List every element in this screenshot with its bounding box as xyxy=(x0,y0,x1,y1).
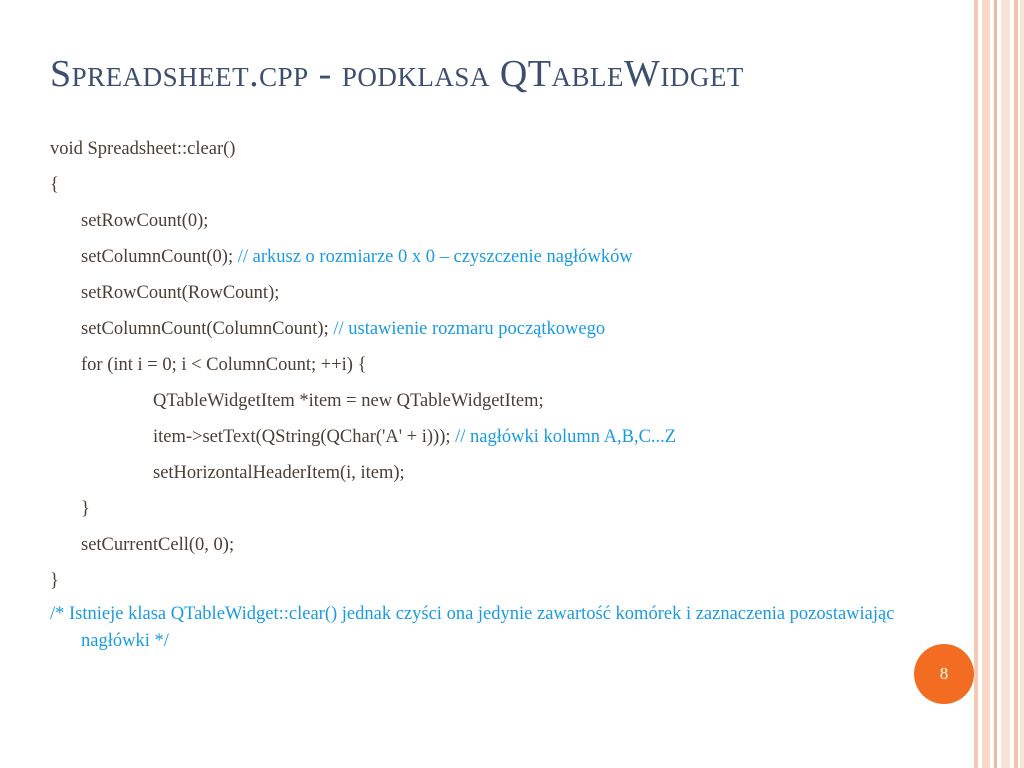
code-line: setRowCount(RowCount); xyxy=(81,283,280,303)
stripe xyxy=(1020,0,1024,768)
code-block xyxy=(50,131,910,655)
stripe xyxy=(1014,0,1018,768)
code-comment: // ustawienie rozmaru początkowego xyxy=(333,319,606,339)
stripe xyxy=(974,0,978,768)
decorative-stripes xyxy=(974,0,1024,768)
stripe xyxy=(1001,0,1010,768)
code-line xyxy=(50,419,910,455)
code-text: setColumnCount(ColumnCount); xyxy=(81,319,334,339)
code-line: QTableWidgetItem *item = new QTableWidgetItem; xyxy=(153,391,544,411)
code-text: setColumnCount(0); xyxy=(81,247,238,267)
code-line: void Spreadsheet::clear() xyxy=(50,139,236,159)
code-line: } xyxy=(81,499,90,519)
code-line: } xyxy=(50,571,59,591)
page-number-badge xyxy=(914,644,974,704)
code-line xyxy=(50,311,910,347)
code-text: item->setText(QString(QChar('A' + i))); xyxy=(153,427,456,447)
code-line: setRowCount(0); xyxy=(81,211,209,231)
slide-title: Spreadsheet.cpp - podklasa QTableWidget xyxy=(50,53,744,95)
code-line: { xyxy=(50,175,59,195)
code-comment: // arkusz o rozmiarze 0 x 0 – czyszczenie nagłówków xyxy=(237,247,633,267)
footnote-comment: /* Istnieje klasa QTableWidget::clear() jednak czyści ona jedynie zawartość komórek i zaznaczenia pozostawiając nagłówki */ xyxy=(50,604,895,651)
page-number: 8 xyxy=(939,664,949,683)
stripe xyxy=(982,0,990,768)
code-line: setCurrentCell(0, 0); xyxy=(81,535,235,555)
code-line: setHorizontalHeaderItem(i, item); xyxy=(153,463,405,483)
stripe xyxy=(994,0,997,768)
code-line: for (int i = 0; i < ColumnCount; ++i) { xyxy=(81,355,367,375)
code-line xyxy=(50,239,910,275)
code-comment: // nagłówki kolumn A,B,C...Z xyxy=(455,427,677,447)
